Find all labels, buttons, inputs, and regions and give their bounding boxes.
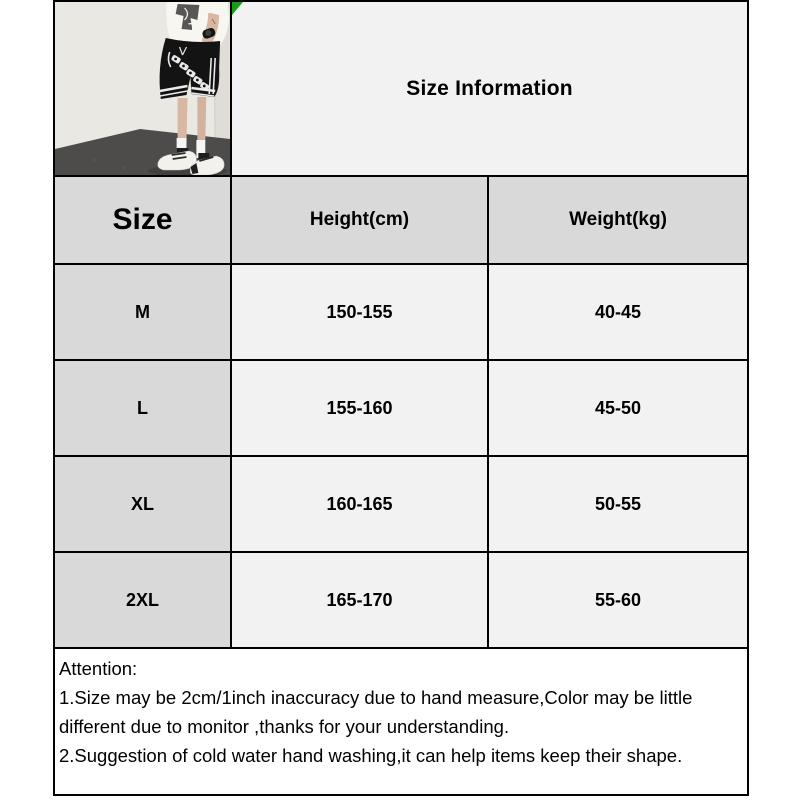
column-header-weight: Weight(kg) — [488, 176, 748, 264]
column-header-size: Size — [54, 176, 231, 264]
table-row-l — [54, 360, 748, 456]
title-row — [54, 1, 748, 176]
attention-note — [54, 648, 748, 795]
height-cell: 165-170 — [231, 552, 488, 648]
size-information-title-cell — [231, 1, 748, 176]
height-cell: 155-160 — [231, 360, 488, 456]
attention-row — [54, 648, 748, 795]
green-corner-marker-icon — [232, 2, 243, 15]
product-photo — [55, 2, 230, 175]
size-cell: 2XL — [54, 552, 231, 648]
size-cell: XL — [54, 456, 231, 552]
column-header-height: Height(cm) — [231, 176, 488, 264]
attention-line: different due to monitor ,thanks for your understanding. — [59, 716, 510, 737]
table-row-m — [54, 264, 748, 360]
table-row-xl — [54, 456, 748, 552]
height-cell: 160-165 — [231, 456, 488, 552]
attention-heading: Attention: — [59, 658, 138, 679]
height-cell: 150-155 — [231, 264, 488, 360]
weight-cell: 45-50 — [488, 360, 748, 456]
photo-leg — [178, 98, 188, 141]
size-cell: M — [54, 264, 231, 360]
product-photo-cell — [54, 1, 231, 176]
attention-line: 2.Suggestion of cold water hand washing,it can help items keep their shape. — [59, 745, 683, 766]
column-header-row — [54, 176, 748, 264]
page-title: Size Information — [406, 76, 573, 100]
photo-leg — [197, 97, 206, 142]
weight-cell: 50-55 — [488, 456, 748, 552]
weight-cell: 40-45 — [488, 264, 748, 360]
size-information-sheet — [53, 0, 749, 796]
table-row-2xl — [54, 552, 748, 648]
size-cell: L — [54, 360, 231, 456]
attention-line: 1.Size may be 2cm/1inch inaccuracy due to hand measure,Color may be little — [59, 687, 693, 708]
weight-cell: 55-60 — [488, 552, 748, 648]
